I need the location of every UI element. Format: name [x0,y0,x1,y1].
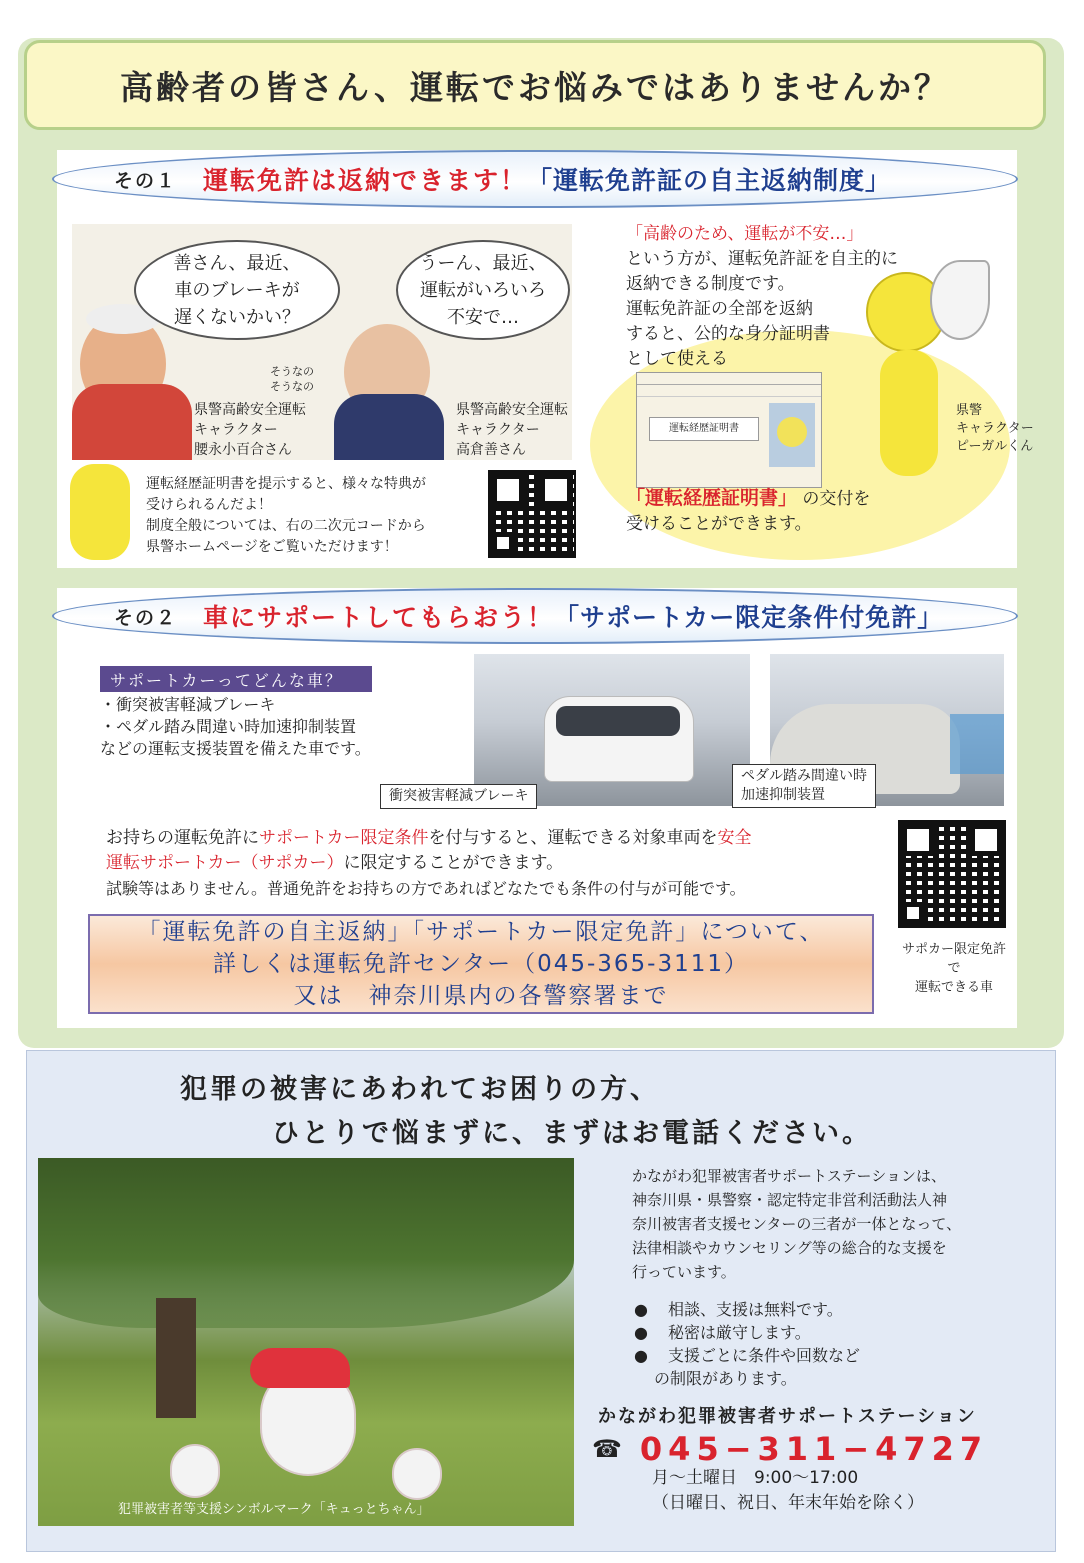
support-bullets: ● 相談、支援は無料です。 ● 秘密は厳守します。 ● 支援ごとに条件や回数など の制限があります。 [634,1300,860,1388]
bullet-icon: ● [634,1346,648,1365]
pigaru-caption: 県警 キャラクター ピーガルくん [956,403,1034,454]
kyuttochan-small-left [170,1444,220,1498]
pigaru-wing-icon [930,260,990,340]
support-car-question: サポートカーってどんな車？ [100,666,372,692]
tree-trunk [156,1298,196,1418]
grandma-caption: 県警高齢安全運転 キャラクター 腰永小百合さん [194,402,306,458]
section1-title-blue: 「運転免許証の自主返納制度」 [527,166,892,195]
qr-code-police-hp[interactable] [488,470,576,558]
section2-title [52,588,1018,644]
contact-info-box: 「運転免許の自主返納」「サポートカー限定免許」について、 詳しくは運転免許センター（045-365-3111） 又は 神奈川県内の各警察署まで [88,914,874,1014]
victim-support-headline: 犯罪の被害にあわれてお困りの方、 ひとりで悩まずに、まずはお電話ください。 [180,1074,872,1149]
telephone-icon: ☎ [592,1435,622,1463]
photo1-label: 衝突被害軽減ブレーキ [380,784,537,809]
support-phone[interactable] [592,1430,988,1468]
pigaru-mascot-body [880,350,938,476]
certificate-card [636,372,822,488]
certificate-text: 「運転経歴証明書」 の交付を 受けることができます。 [626,487,871,534]
section1-title-red: 運転免許は返納できます！ [203,166,528,195]
page-headline: 高齢者の皆さん、運転でお悩みではありませんか？ [120,67,950,107]
bullet-icon: ● [634,1323,648,1342]
section1-title [52,150,1018,208]
headline-banner [24,40,1046,130]
photo2-label: ペダル踏み間違い時 加速抑制装置 [732,764,876,808]
kyuttochan-small-right [392,1448,442,1500]
support-car-body: お持ちの運転免許にサポートカー限定条件を付与すると、運転できる対象車両を安全 運転サポートカー（サポカー）に限定することができます。 試験等はありません。普通免許をお持ちの方であればどなたでも条件の付与が可能です。 [106,828,752,898]
qr-code-support-car[interactable] [898,820,1006,928]
pigaru-mascot-small [70,464,130,560]
qr-support-car-caption: サポカー限定免許 で 運転できる車 [901,942,1006,995]
speech-bubble-left: 善さん、最近、 車のブレーキが 遅くないかい？ [134,240,340,340]
photo-caption: 犯罪被害者等支援シンボルマーク「キュっとちゃん」 [118,1502,430,1517]
certificate-card-title: 運転経歴証明書 [649,417,759,441]
section1-number: その１ [114,169,178,192]
support-station-description: かながわ犯罪被害者サポートステーションは、 神奈川県・県警察・認定特定非営利活動法人神 奈川被害者支援センターの三者が一体となって、 法律相談やカウンセリング等の総合的な支援を 行っています。 [632,1167,962,1281]
support-car-features: ・衝突被害軽減ブレーキ ・ペダル踏み間違い時加速抑制装置 などの運転支援装置を備えた車です。 [100,695,371,758]
section2-title-blue: 「サポートカー限定条件付免許」 [554,603,944,632]
kyuttochan-hat [250,1348,350,1388]
tree-canopy [38,1158,574,1328]
support-hours: 月～土曜日 9:00～17:00 （日曜日、祝日、年末年始を除く） [652,1468,924,1513]
sounano-text: そうなの そうなの [270,365,314,393]
support-phone-number[interactable]: 045−311−4727 [639,1430,989,1468]
return-system-text: 「高齢のため、運転が不安…」 という方が、運転免許証を自主的に 返納できる制度です。 運転免許証の全部を返納 すると、公的な身分証明書 として使える [626,224,898,369]
bullet-icon: ● [634,1300,648,1319]
grandpa-kimono [334,394,444,460]
benefit-text: 運転経歴証明書を提示すると、様々な特典が 受けられるんだよ！ 制度全般については、右の二次元コードから 県警ホームページをご覧いただけます！ [146,476,426,555]
section2-title-red: 車にサポートしてもらおう！ [203,603,555,632]
section2-number: その２ [114,606,178,629]
grandma-kimono [72,384,192,460]
speech-bubble-right: うーん、最近、 運転がいろいろ 不安で… [396,240,570,340]
grandpa-caption: 県警高齢安全運転 キャラクター 高倉善さん [456,402,568,458]
support-station-name: かながわ犯罪被害者サポートステーション [598,1406,977,1427]
park-photo [38,1158,574,1526]
